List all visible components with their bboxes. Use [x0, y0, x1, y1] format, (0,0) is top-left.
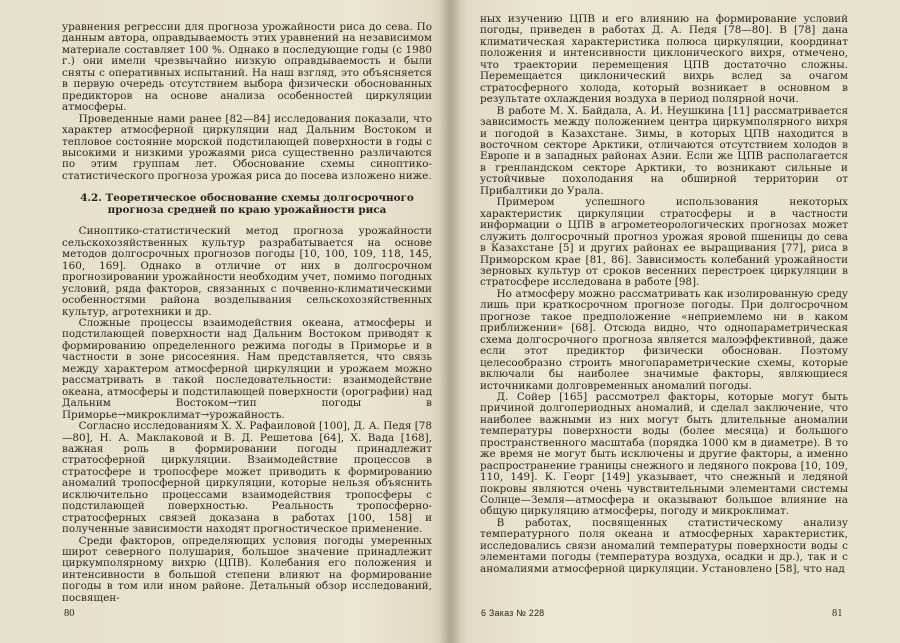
left-page	[62, 22, 432, 632]
book-gutter	[440, 0, 462, 643]
left-paragraph: Среди факторов, определяющих условия погоды умеренных широт северного полушария, большое значение принадлежит циркумполярному вихрю (ЦПВ). Колебания его положения и интенсивности в большой степени влияют на формирование погоды в том или ином районе. Детальный обзор исследований, посвящен-	[62, 534, 432, 604]
left-paragraph: Проведенные нами ранее [82—84] исследования показали, что характер атмосферной циркуляции над Дальним Востоком и тепловое состояние морской подстилающей поверхности в годы с высокими и низкими урожаями риса существенно различаются по этим группам лет. Обоснование схемы синоптико-статистического прогноза урожая риса до посева изложено ниже.	[62, 112, 432, 182]
left-paragraph: Синоптико-статистический метод прогноза урожайности сельскохозяйственных культур разрабатывается на основе методов долгосрочных прогнозов погоды [10, 100, 109, 118, 145, 160, 169]. Однако в отличие от них в долгосрочном прогнозировании урожайности необходим учет, помимо погодных условий, ряда факторов, связанных с почвенно-климатическими особенностями района возделывания сельскохозяйственных культур, агротехники и др.	[62, 225, 432, 318]
right-paragraph: Но атмосферу можно рассматривать как изолированную среду лишь при краткосрочном прогнозе погоды. При долгосрочном прогнозе такое предположение «неприемлемо ни в каком приближении» [68]. Отсюда видно, что однопараметрическая схема долгосрочного прогноза является малоэффективной, даже если этот предиктор физически обоснован. Поэтому целесообразно строить многопараметрические схемы, которые включали бы наиболее значимые факторы, являющиеся источниками долговременных аномалий погоды.	[480, 287, 848, 392]
right-paragraph: Д. Сойер [165] рассмотрел факторы, которые могут быть причиной долгопериодных аномалий, и сделал заключение, что наиболее важными из них могут быть длительные аномалии температуры поверхности воды (более месяца) и большого пространственного масштаба (порядка 1000 км в диаметре). В то же время не могут быть исключены и другие факторы, а именно распространение границы снежного и ледяного покрова [10, 109, 110, 149]. К. Георг [149] указывает, что снежный и ледяной покровы являются очень чувствительными элементами системы Солнце—Земля—атмосфера и оказывают большое влияние на общую циркуляцию атмосферы, погоду и микроклимат.	[480, 390, 848, 518]
printer-signature: 6 Заказ № 228	[481, 608, 545, 618]
right-paragraph: В работе М. Х. Байдала, А. И. Неушкина [11] рассматривается зависимость между положением центра циркумполярного вихря и погодой в Казахстане. Зимы, в которых ЦПВ находится в восточном секторе Арктики, отличаются отсутствием холодов в Европе и в западных районах Азии. Если же ЦПВ располагается в гренландском секторе Арктики, то возникают сильные и устойчивые похолодания на обширной территории от Прибалтики до Урала.	[480, 104, 848, 197]
right-paragraph: В работах, посвященных статистическому анализу температурного поля океана и атмосферных характеристик, исследовались связи аномалий температуры поверхности воды с элементами погоды (температура воздуха, осадки и др.), так и с аномалиями атмосферной циркуляции. Установлено [58], что над	[480, 516, 848, 575]
left-paragraph: Сложные процессы взаимодействия океана, атмосферы и подстилающей поверхности над Дальним Востоком приводят к формированию определенного режима погоды в Приморье и в частности в зоне рисосеяния. Нам представляется, что связь между характером атмосферной циркуляции и урожаем можно рассматривать в такой последовательности: взаимодействие океана, атмосферы и подстилающей поверхности (орографии) над Дальним Востоком→тип погоды в Приморье→микроклимат→урожайность.	[62, 316, 432, 421]
right-page	[480, 14, 848, 624]
right-page-number: 81	[832, 608, 843, 619]
left-paragraph: Согласно исследованиям Х. Х. Рафаиловой [100], Д. А. Педя [78—80], Н. А. Маклаковой и В. Д. Решетова [64], Х. Вада [168], важная роль в формировании погоды принадлежит стратосферной циркуляции. Взаимодействие процессов в стратосфере и тропосфере может приводить к формированию аномалий тропосферной циркуляции, которые нельзя объяснить исключительно процессами взаимодействия тропосферы с подстилающей поверхностью. Реальность тропосферно-стратосферных связей доказана в работах [100, 158] и полученные зависимости находят прогностическое применение.	[62, 420, 432, 536]
right-paragraph: Примером успешного использования некоторых характеристик циркуляции стратосферы и в частности информации о ЦПВ в агрометеорологических прогнозах может служить долгосрочный прогноз урожая яровой пшеницы до сева в Казахстане [5] и других районах ее выращивания [77], риса в Приморском крае [81, 86]. Зависимость колебаний урожайности зерновых культур от сроков весенних перестроек циркуляции в стратосфере исследована в работе [98].	[480, 196, 848, 289]
right-paragraph: ных изучению ЦПВ и его влиянию на формирование условий погоды, приведен в работах Д. А. Педя [78—80]. В [78] дана климатическая характеристика полюса циркуляции, координат положения и интенсивности циклонического вихря, отмечено, что траектории перемещения ЦПВ достаточно сложны. Перемещается циклонический вихрь вслед за очагом стратосферного холода, который возникает в основном в результате охлаждения воздуха в период полярной ночи.	[480, 14, 848, 106]
section-heading: 4.2. Теоретическое обоснование схемы долгосрочного прогноза средней по краю урожайности риса	[80, 192, 414, 217]
left-page-number: 80	[64, 608, 75, 619]
left-paragraph: уравнения регрессии для прогноза урожайности риса до сева. По данным автора, оправдываемость этих уравнений на независимом материале составляет 100 %. Однако в последующие годы (с 1980 г.) они имели чрезвычайно низкую оправдываемость и были сняты с оперативных испытаний. На наш взгляд, это объясняется в первую очередь отсутствием выбора физически обоснованных предикторов на основе анализа особенностей циркуляции атмосферы.	[62, 22, 432, 114]
